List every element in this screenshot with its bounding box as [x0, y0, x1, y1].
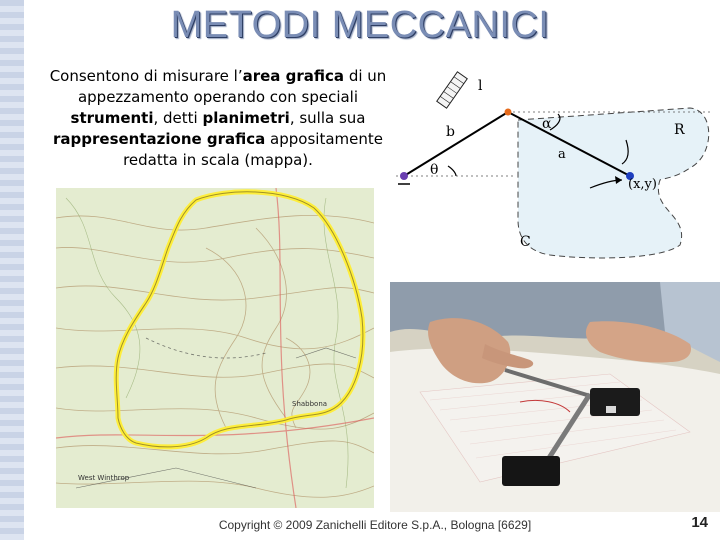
- footer-copyright: Copyright © 2009 Zanichelli Editore S.p.A., Bologna [6629]: [218, 518, 532, 532]
- diagram-graphic: [390, 60, 720, 270]
- planimeter-diagram: [390, 60, 720, 270]
- intro-bold-area-grafica: area grafica: [242, 67, 345, 85]
- page-number: 14: [691, 514, 708, 531]
- map-label-west-winthrop: West Winthrop: [78, 474, 130, 482]
- decorative-left-strip: [0, 0, 24, 540]
- intro-part-4: , sulla sua: [289, 109, 366, 127]
- intro-text: [48, 66, 388, 171]
- intro-part-5: appositamente redatta in scala (mappa).: [123, 130, 383, 169]
- map-label-shabbona: Shabbona: [292, 400, 328, 408]
- diagram-label-R: R: [674, 122, 685, 138]
- intro-bold-strumenti: strumenti: [70, 109, 154, 127]
- diagram-label-theta: θ: [430, 162, 439, 178]
- slide-title: METODI MECCANICI: [170, 4, 550, 46]
- diagram-label-C: C: [520, 234, 531, 250]
- diagram-label-b: b: [446, 124, 455, 140]
- planimeter-photo: [390, 282, 720, 512]
- intro-part-3: , detti: [153, 109, 203, 127]
- diagram-label-l: l: [478, 78, 483, 94]
- map-graphic: [56, 188, 374, 508]
- photo-graphic: [390, 282, 720, 512]
- intro-bold-planimetri: planimetri: [202, 109, 290, 127]
- diagram-label-xy: (x,y): [628, 177, 657, 192]
- intro-part-1: Consentono di misurare l’: [49, 67, 243, 85]
- diagram-label-a: a: [558, 147, 566, 162]
- intro-bold-rappresentazione-grafica: rappresentazione grafica: [53, 130, 266, 148]
- topographic-map-image: [56, 188, 374, 508]
- diagram-label-alpha: α: [542, 116, 552, 132]
- intro-part-2: di un appezzamento operando con speciali: [77, 67, 387, 106]
